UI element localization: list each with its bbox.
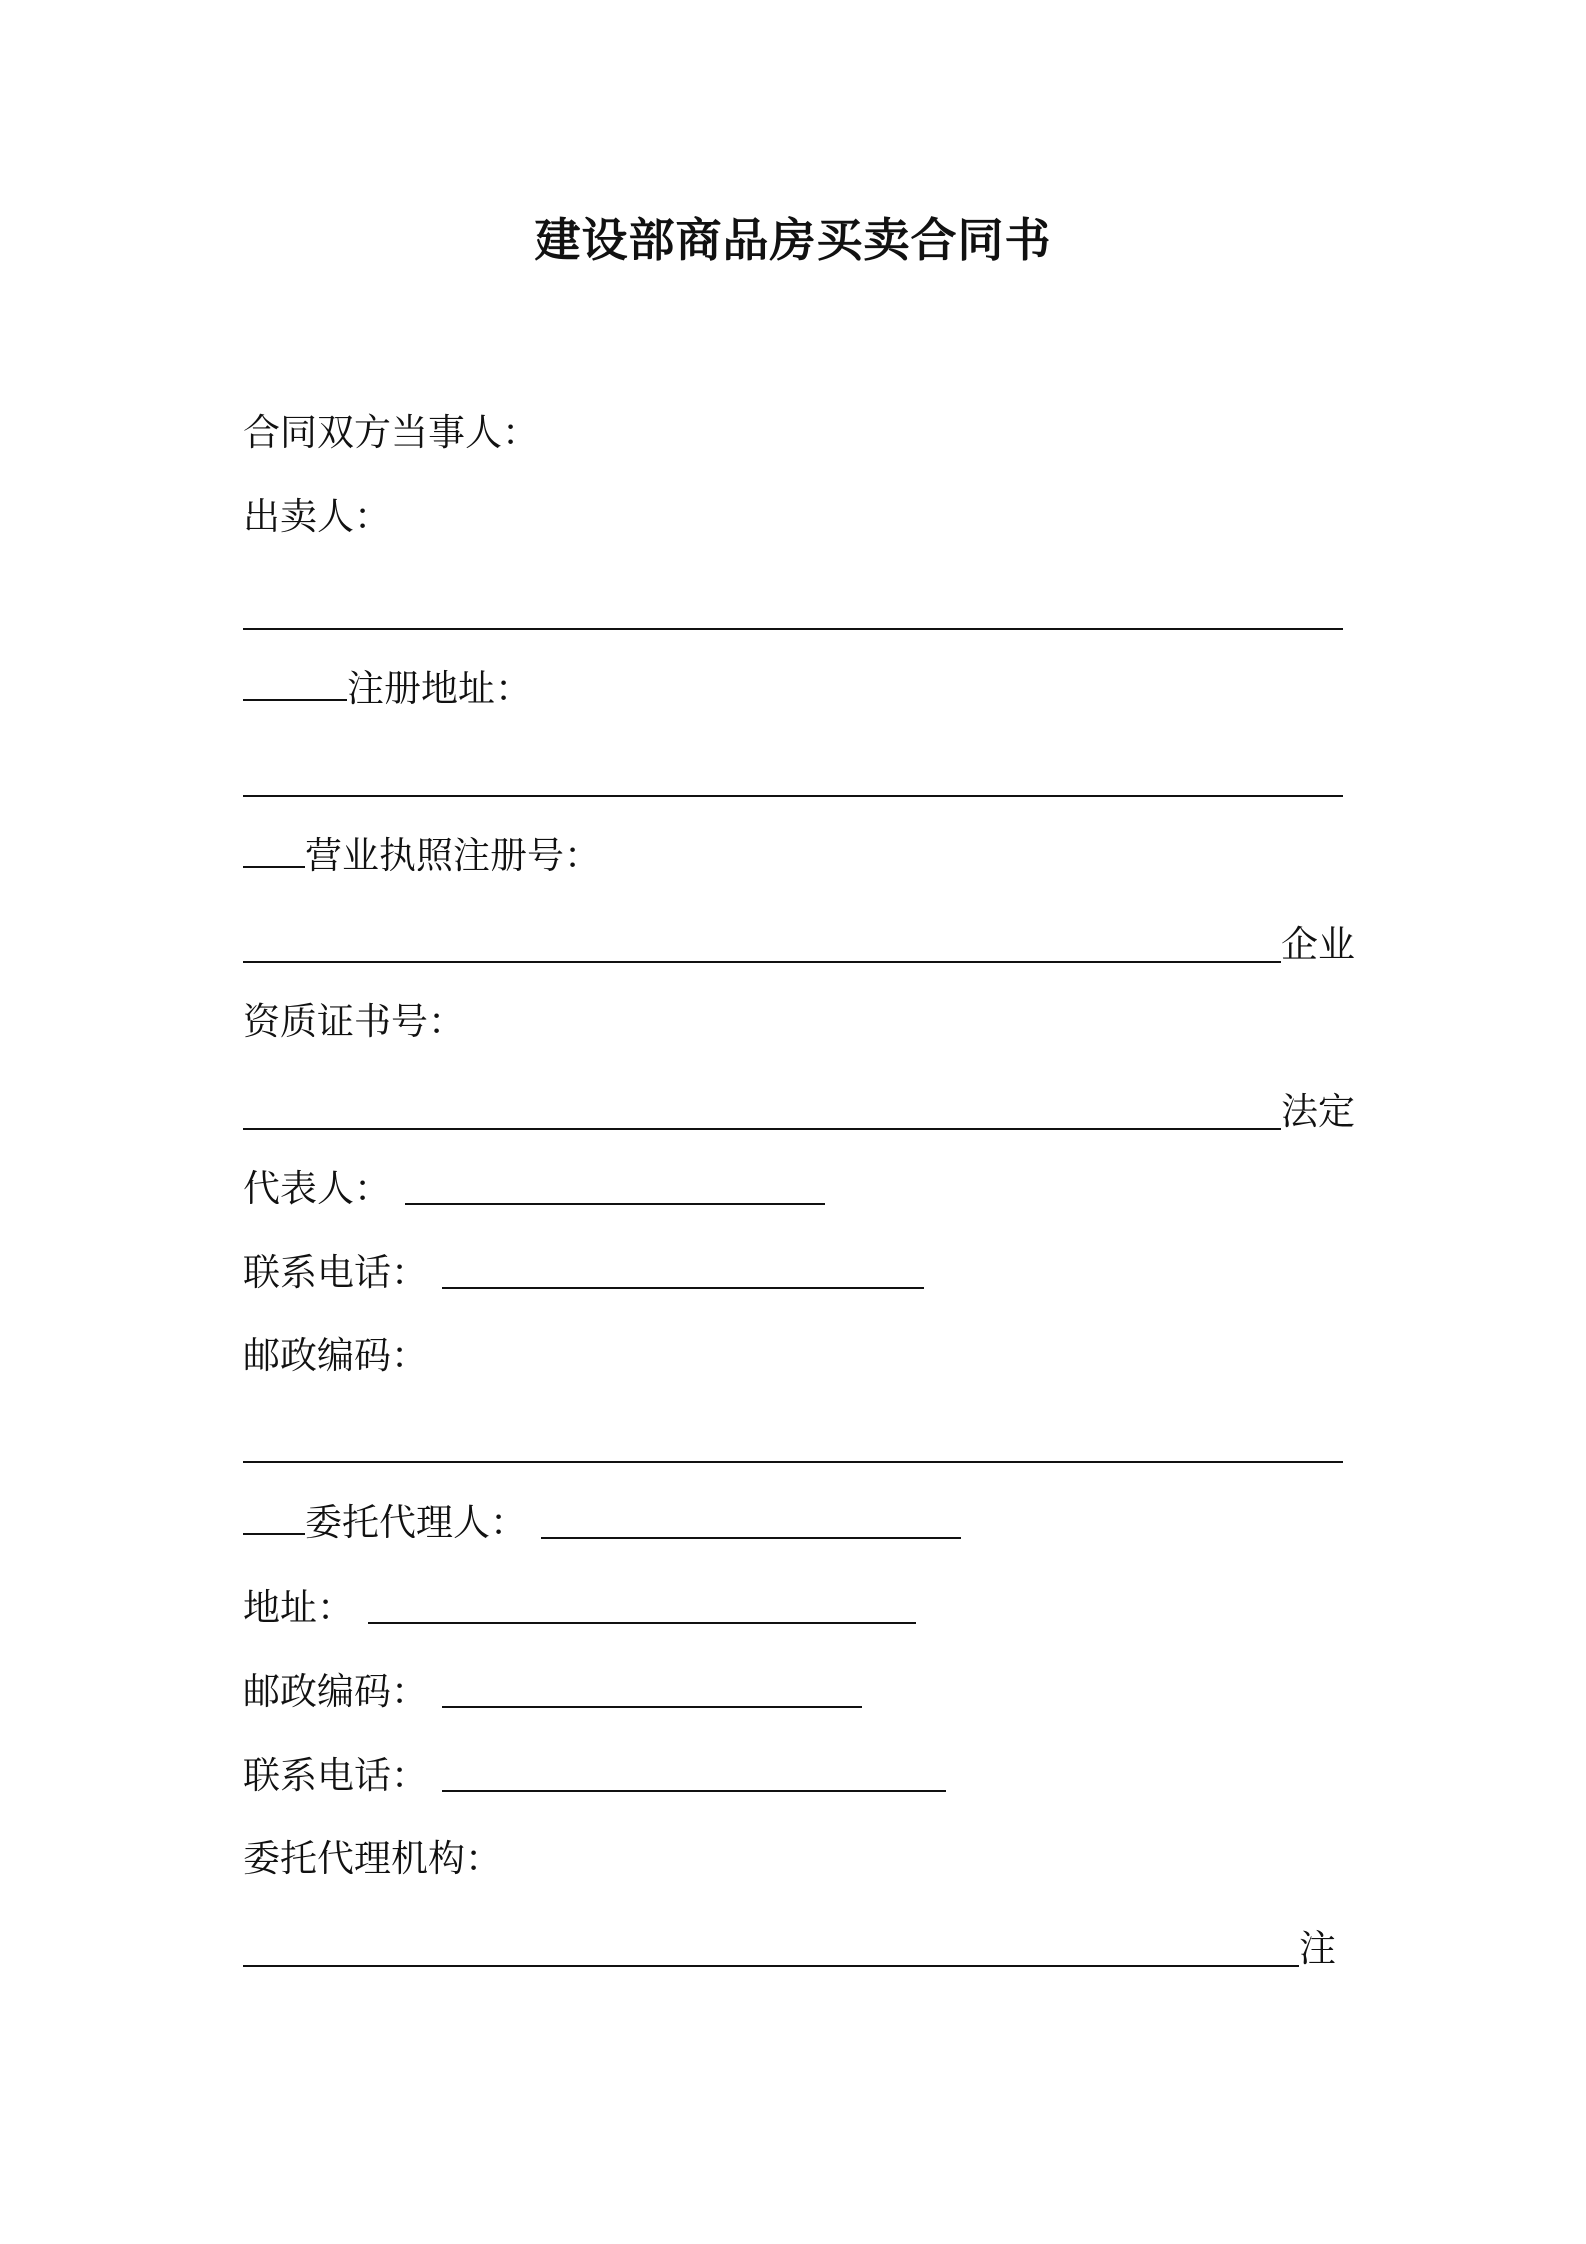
legal-representative-row	[243, 1164, 825, 1214]
authorized-agent-blank[interactable]	[541, 1505, 961, 1539]
legal-suffix: 法定	[1281, 1090, 1355, 1133]
contact-phone-blank-1[interactable]	[442, 1255, 924, 1289]
postal-code-label-1: 邮政编码：	[243, 1334, 428, 1377]
authorized-agent-label: 委托代理人：	[305, 1501, 527, 1544]
contact-phone-row-1	[243, 1248, 924, 1298]
qualification-cert-row	[243, 997, 465, 1047]
seller-label: 出卖人：	[243, 495, 391, 538]
address-label: 地址：	[243, 1586, 354, 1629]
parties-label: 合同双方当事人：	[243, 411, 539, 454]
seller-name-blank[interactable]	[243, 598, 1343, 630]
enterprise-suffix: 企业	[1281, 923, 1355, 966]
registered-address-label: 注册地址：	[347, 667, 532, 710]
agency-blank-row	[243, 1924, 1336, 1974]
agency-label: 委托代理机构：	[243, 1837, 502, 1880]
legal-representative-label: 代表人：	[243, 1167, 391, 1210]
registered-address-row	[243, 664, 532, 714]
postal-code-label-2: 邮政编码：	[243, 1670, 428, 1713]
qualification-cert-blank[interactable]	[243, 1098, 1281, 1130]
registered-address-blank-tail[interactable]	[243, 836, 305, 868]
agency-row	[243, 1834, 502, 1884]
note-suffix: 注	[1299, 1927, 1336, 1970]
business-license-blank[interactable]	[243, 931, 1281, 963]
postal-code-blank-tail[interactable]	[243, 1503, 305, 1535]
postal-code-row-1	[243, 1331, 428, 1381]
seller-name-blank-row	[243, 598, 1343, 637]
seller-name-blank-tail[interactable]	[243, 669, 347, 701]
business-license-row	[243, 831, 601, 881]
seller-row	[243, 492, 391, 542]
contact-phone-label-2: 联系电话：	[243, 1754, 428, 1797]
postal-code-blank-1[interactable]	[243, 1431, 1343, 1463]
contact-phone-blank-2[interactable]	[442, 1758, 946, 1792]
parties-heading	[243, 408, 539, 458]
business-license-label: 营业执照注册号：	[305, 834, 601, 877]
address-blank[interactable]	[368, 1590, 916, 1624]
legal-representative-blank[interactable]	[405, 1171, 825, 1205]
authorized-agent-row	[243, 1498, 961, 1548]
registered-address-blank[interactable]	[243, 765, 1343, 797]
contact-phone-row-2	[243, 1751, 946, 1801]
qualification-cert-blank-row	[243, 1087, 1355, 1137]
agency-blank[interactable]	[243, 1935, 1299, 1967]
registered-address-blank-row	[243, 765, 1343, 804]
address-row	[243, 1583, 916, 1633]
qualification-cert-label: 资质证书号：	[243, 1000, 465, 1043]
postal-code-row-2	[243, 1667, 862, 1717]
postal-code-blank-row-1	[243, 1431, 1343, 1470]
business-license-blank-row	[243, 920, 1355, 970]
document-title: 建设部商品房买卖合同书	[534, 213, 1052, 267]
postal-code-blank-2[interactable]	[442, 1674, 862, 1708]
contact-phone-label-1: 联系电话：	[243, 1251, 428, 1294]
